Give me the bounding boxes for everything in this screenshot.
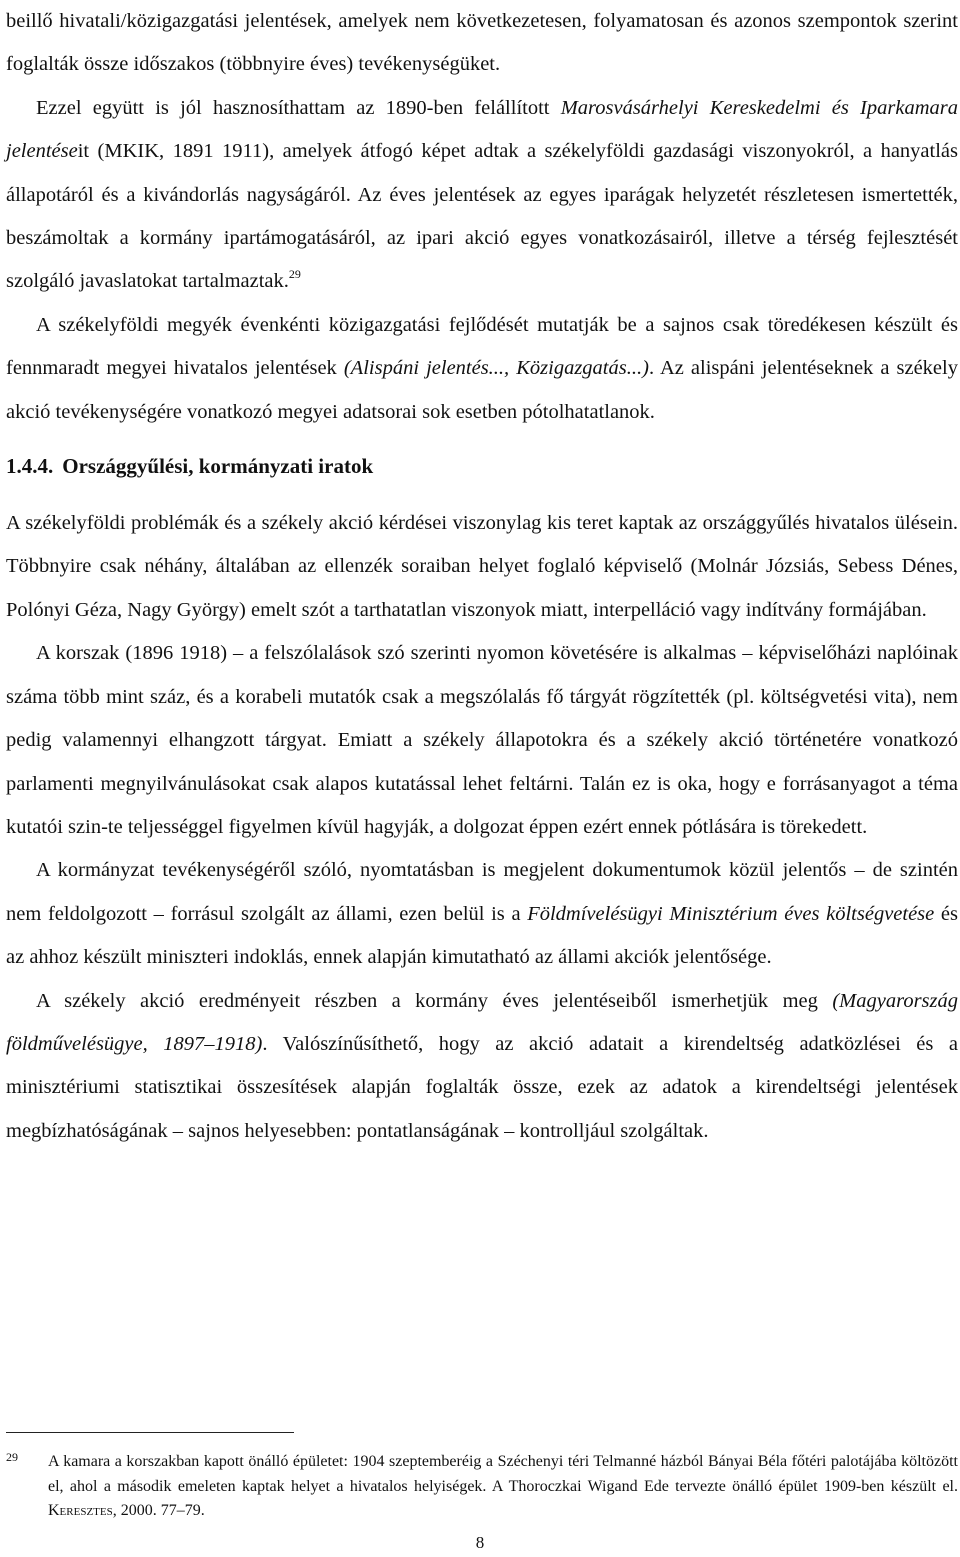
section-paragraph-3-text-a: A kormányzat tevékenységéről szóló, nyomtatásban is megjelent dokumentumok közül jelentős – de szintén nem feldolgozott – forrásul szolgált az állami, ezen belül is a bbox=[6, 859, 958, 925]
paragraph-1-text: beillő hivatali/közigazgatási jelentések, amelyek nem következetesen, folyamatosan és azonos szempontok szerint foglalták össze időszakos (többnyire éves) tevékenységüket. bbox=[6, 10, 958, 76]
paragraph-2 bbox=[6, 87, 958, 304]
section-paragraph-1 bbox=[6, 502, 958, 632]
paragraph-2-italic-title: Marosvásárhelyi Kereskedelmi és Iparkamara jelentése bbox=[6, 96, 958, 163]
section-paragraph-4 bbox=[6, 980, 958, 1154]
section-paragraph-1-text: A székelyföldi problémák és a székely akció kérdései viszonylag kis teret kaptak az országgyűlés hivatalos ülésein. Többnyire csak néhány, általában az ellenzék soraiban helyet foglaló képviselő (Molnár Józsiás, Sebess Dénes, Polónyi Géza, Nagy György) emelt szót a tarthatatlan viszonyok miatt, interpelláció vagy indítvány formájában. bbox=[6, 512, 958, 621]
paragraph-3 bbox=[6, 304, 958, 434]
section-paragraph-3-italic-title: Földmívelésügyi Minisztérium éves költségvetése bbox=[527, 902, 935, 925]
section-paragraph-3-text-c: és az ahhoz készült miniszteri indoklás, ennek alapján kimutatható az állami akciók jelentősége. bbox=[6, 902, 958, 969]
paragraph-3-text-a: A székelyföldi megyék évenkénti közigazgatási fejlődését mutatják be a sajnos csak töredékesen készült és fennmaradt megyei hivatalos jelentések bbox=[6, 313, 958, 380]
footnote-author: Keresztes bbox=[48, 1502, 113, 1519]
section-paragraph-4-italic-title: (Magyarország földművelésügye, 1897–1918) bbox=[6, 989, 958, 1055]
paragraph-2-text-c: it (MKIK, 1891 1911), amelyek átfogó képet adtak a székelyföldi gazdasági viszonyokról, a hanyatlás állapotáról és a kivándorlás nagyságáról. Az éves jelentések az egyes iparágak helyzetét részletesen ismertették, beszámoltak a kormány ipartámogatásáról, az ipari akció egyes vonatkozásairól, illetve a térség fejlesztését szolgáló javaslatokat tartalmaztak. bbox=[6, 140, 958, 293]
footnote-text-a: A kamara a korszakban kapott önálló épületet: 1904 szeptemberéig a Széchenyi téri Telmanné házból Bányai Béla főtéri palotájába költözött el, ahol a második emeleten kaptak helyet a hivatalos helyiségek. A Thoroczkai Wigand Ede tervezte önálló épület 1909-ben készült el. bbox=[48, 1453, 958, 1495]
section-heading bbox=[6, 445, 958, 488]
footnote-text-c: , 2000. 77–79. bbox=[112, 1502, 205, 1519]
footnote-text bbox=[48, 1450, 958, 1524]
page-number: 8 bbox=[475, 1533, 485, 1552]
paragraph-2-text-a: Ezzel együtt is jól hasznosíthattam az 1890-ben felállított bbox=[36, 96, 561, 119]
footnote-reference-29[interactable]: 29 bbox=[288, 267, 301, 282]
paragraph-3-italic-titles: (Alispáni jelentés..., Közigazgatás...) bbox=[343, 357, 649, 380]
section-paragraph-4-text-c: . Valószínűsíthető, hogy az akció adatait a kirendeltség adatközlései és a minisztériumi statisztikai összesítések alapján foglalták össze, ezek az adatok a kirendeltségi jelentések megbízhatóságának – sajnos helyesebben: pontatlanságának – kontrolljául szolgáltak. bbox=[6, 1032, 958, 1142]
section-paragraph-4-text-a: A székely akció eredményeit részben a kormány éves jelentéseiből ismerhetjük meg bbox=[36, 989, 833, 1012]
section-title: Országgyűlési, kormányzati iratok bbox=[62, 454, 374, 479]
section-paragraph-2-text: A korszak (1896 1918) – a felszólalások szó szerinti nyomon követésére is alkalmas – képviselőházi naplóinak száma több mint száz, és a korabeli mutatók csak a megszólalás fő tárgyát rögzítették (pl. költségvetési vita), nem pedig valamennyi elhangzott tárgyat. Emiatt a székely állapotokra és a székely akció történetére vonatkozó parlamenti megnyilvánulásokat csak alapos kutatással lehet feltárni. Talán ez is oka, hogy e forrásanyagot a téma kutatói szin-te teljességgel figyelmen kívül hagyják, a dolgozat éppen ezért ennek pótlására is törekedett. bbox=[6, 642, 958, 838]
footnote-number: 29 bbox=[6, 1450, 18, 1464]
document-page bbox=[6, 0, 958, 1153]
footnote-29 bbox=[6, 1450, 958, 1524]
section-paragraph-2 bbox=[6, 632, 958, 849]
section-number: 1.4.4. bbox=[6, 454, 54, 479]
paragraph-3-text-c: . Az alispáni jelentéseknek a székely akció tevékenységére vonatkozó megyei adatsorai sok esetben pótolhatatlanok. bbox=[6, 357, 958, 423]
section-paragraph-3 bbox=[6, 849, 958, 979]
footnote-separator bbox=[6, 1432, 294, 1433]
paragraph-1 bbox=[6, 0, 958, 87]
